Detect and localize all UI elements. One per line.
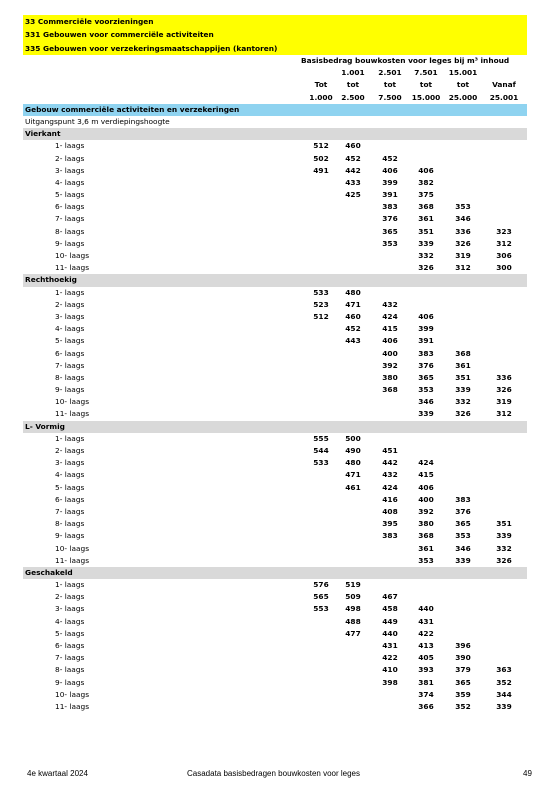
table-cell: 326 bbox=[455, 238, 471, 248]
table-cell: 533 bbox=[313, 458, 329, 468]
table-cell: 424 bbox=[382, 482, 398, 492]
row-label: 6- laags bbox=[55, 641, 85, 650]
row-label: 7- laags bbox=[55, 214, 85, 224]
row-label: 4- laags bbox=[55, 616, 85, 626]
row-label: 10- laags bbox=[55, 397, 90, 407]
table-cell: 376 bbox=[418, 360, 434, 370]
table-row bbox=[23, 689, 527, 701]
column-header-cell: 1.000 bbox=[309, 92, 333, 102]
table-cell: 332 bbox=[418, 251, 434, 260]
table-cell: 442 bbox=[345, 165, 361, 175]
row-label: 11- laags bbox=[55, 409, 90, 419]
table-row bbox=[23, 238, 527, 250]
table-cell: 460 bbox=[345, 141, 361, 151]
table-cell: 398 bbox=[382, 677, 398, 687]
table-row bbox=[23, 433, 527, 445]
row-label: 2- laags bbox=[55, 592, 85, 602]
column-header-cell: tot bbox=[419, 80, 433, 90]
table-row bbox=[23, 701, 527, 713]
row-label: 3- laags bbox=[55, 604, 85, 614]
table-cell: 391 bbox=[418, 336, 434, 346]
row-label: 8- laags bbox=[55, 665, 85, 675]
document-page bbox=[23, 15, 527, 713]
subtitle-row bbox=[23, 116, 527, 128]
column-header-cell: 25.001 bbox=[489, 92, 519, 102]
table-cell: 425 bbox=[345, 190, 361, 200]
table-cell: 339 bbox=[496, 701, 512, 711]
table-cell: 361 bbox=[418, 214, 434, 224]
table-cell: 383 bbox=[382, 202, 398, 212]
table-cell: 406 bbox=[382, 336, 398, 346]
table-cell: 431 bbox=[418, 616, 434, 626]
chapter-title: 33 Commerciële voorzieningen bbox=[25, 17, 154, 26]
table-cell: 399 bbox=[418, 324, 434, 334]
table-cell: 432 bbox=[382, 470, 398, 480]
table-cell: 312 bbox=[496, 238, 512, 248]
row-label: 4- laags bbox=[55, 324, 85, 334]
table-cell: 502 bbox=[313, 153, 329, 163]
table-cell: 500 bbox=[345, 433, 361, 443]
table-cell: 440 bbox=[418, 604, 434, 614]
table-cell: 533 bbox=[313, 287, 329, 297]
table-cell: 415 bbox=[418, 470, 434, 480]
table-cell: 365 bbox=[455, 519, 471, 529]
row-label: 2- laags bbox=[55, 299, 85, 309]
table-cell: 400 bbox=[418, 494, 434, 504]
table-cell: 400 bbox=[382, 348, 398, 358]
group-header bbox=[23, 128, 527, 140]
row-label: 7- laags bbox=[55, 506, 85, 516]
table-cell: 406 bbox=[418, 311, 434, 321]
row-label: 2- laags bbox=[55, 153, 85, 163]
row-label: 1- laags bbox=[55, 287, 85, 297]
table-cell: 365 bbox=[455, 677, 471, 687]
column-header-row bbox=[23, 79, 527, 91]
table-cell: 415 bbox=[382, 324, 398, 334]
table-cell: 374 bbox=[418, 689, 434, 699]
subchapter-title: 331 Gebouwen voor commerciële activiteiten bbox=[25, 30, 214, 40]
table-row bbox=[23, 348, 527, 360]
table-cell: 431 bbox=[382, 641, 398, 650]
table-cell: 368 bbox=[418, 202, 434, 212]
table-cell: 366 bbox=[418, 701, 434, 711]
row-label: 9- laags bbox=[55, 531, 85, 541]
table-cell: 326 bbox=[496, 555, 512, 565]
table-cell: 406 bbox=[418, 165, 434, 175]
subtitle: Uitgangspunt 3,6 m verdiepingshoogte bbox=[25, 116, 170, 126]
table-row bbox=[23, 457, 527, 469]
row-label: 8- laags bbox=[55, 372, 85, 382]
table-row bbox=[23, 311, 527, 323]
table-row bbox=[23, 652, 527, 664]
table-cell: 480 bbox=[345, 287, 361, 297]
table-cell: 306 bbox=[496, 251, 512, 260]
table-cell: 576 bbox=[313, 580, 329, 590]
column-header-cell: 25.000 bbox=[448, 92, 478, 102]
column-header-row bbox=[23, 92, 527, 104]
table-cell: 380 bbox=[418, 519, 434, 529]
table-cell: 359 bbox=[455, 689, 471, 699]
row-label: 11- laags bbox=[55, 263, 90, 273]
row-label: 3- laags bbox=[55, 165, 85, 175]
table-row bbox=[23, 506, 527, 518]
table-cell: 363 bbox=[496, 665, 512, 675]
table-cell: 512 bbox=[313, 311, 329, 321]
table-row bbox=[23, 177, 527, 189]
table-cell: 365 bbox=[382, 226, 398, 236]
table-cell: 512 bbox=[313, 141, 329, 151]
table-cell: 491 bbox=[313, 165, 329, 175]
group-title: Rechthoekig bbox=[25, 275, 77, 285]
column-header-cell: tot bbox=[383, 80, 397, 90]
table-cell: 339 bbox=[496, 531, 512, 541]
table-cell: 312 bbox=[455, 263, 471, 273]
table-row bbox=[23, 140, 527, 152]
row-label: 3- laags bbox=[55, 311, 85, 321]
row-label: 11- laags bbox=[55, 555, 90, 565]
table-cell: 383 bbox=[455, 494, 471, 504]
group-title: L- Vormig bbox=[25, 421, 65, 431]
table-row bbox=[23, 616, 527, 628]
table-row bbox=[23, 201, 527, 213]
table-cell: 339 bbox=[418, 409, 434, 419]
table-row bbox=[23, 555, 527, 567]
table-row bbox=[23, 482, 527, 494]
cost-table bbox=[23, 128, 527, 713]
row-label: 8- laags bbox=[55, 519, 85, 529]
table-cell: 319 bbox=[496, 397, 512, 407]
row-label: 9- laags bbox=[55, 677, 85, 687]
section-header bbox=[23, 104, 527, 116]
table-row bbox=[23, 153, 527, 165]
table-cell: 351 bbox=[418, 226, 434, 236]
table-cell: 452 bbox=[382, 153, 398, 163]
table-row bbox=[23, 591, 527, 603]
table-cell: 312 bbox=[496, 409, 512, 419]
table-cell: 380 bbox=[382, 372, 398, 382]
table-row bbox=[23, 384, 527, 396]
table-cell: 406 bbox=[418, 482, 434, 492]
table-row bbox=[23, 408, 527, 420]
table-cell: 480 bbox=[345, 458, 361, 468]
table-row bbox=[23, 677, 527, 689]
table-cell: 392 bbox=[382, 360, 398, 370]
row-label: 7- laags bbox=[55, 653, 85, 663]
table-cell: 368 bbox=[455, 348, 471, 358]
table-cell: 408 bbox=[382, 506, 398, 516]
table-cell: 449 bbox=[382, 616, 398, 626]
row-label: 9- laags bbox=[55, 238, 85, 248]
table-cell: 339 bbox=[455, 555, 471, 565]
table-cell: 332 bbox=[496, 543, 512, 553]
table-cell: 433 bbox=[345, 177, 361, 187]
table-cell: 376 bbox=[455, 506, 471, 516]
table-cell: 399 bbox=[382, 177, 398, 187]
table-row bbox=[23, 530, 527, 542]
table-cell: 460 bbox=[345, 311, 361, 321]
table-cell: 519 bbox=[345, 580, 361, 590]
table-cell: 432 bbox=[382, 299, 398, 309]
table-row bbox=[23, 518, 527, 530]
table-row bbox=[23, 469, 527, 481]
table-row bbox=[23, 250, 527, 262]
footer-title: Casadata basisbedragen bouwkosten voor leges bbox=[187, 769, 361, 778]
table-cell: 488 bbox=[345, 616, 361, 626]
table-cell: 346 bbox=[455, 543, 471, 553]
table-row bbox=[23, 664, 527, 676]
table-cell: 346 bbox=[418, 397, 434, 407]
table-cell: 382 bbox=[418, 177, 434, 187]
chapter-title-block bbox=[23, 15, 527, 55]
table-cell: 376 bbox=[382, 214, 398, 224]
column-header-cell: 2.501 bbox=[378, 68, 402, 78]
row-label: 3- laags bbox=[55, 458, 85, 468]
row-label: 6- laags bbox=[55, 348, 85, 358]
table-cell: 319 bbox=[455, 251, 471, 260]
table-cell: 395 bbox=[382, 519, 398, 529]
column-headers bbox=[23, 67, 527, 104]
table-cell: 410 bbox=[382, 665, 398, 675]
row-label: 5- laags bbox=[55, 190, 85, 200]
table-row bbox=[23, 579, 527, 591]
table-cell: 424 bbox=[382, 311, 398, 321]
table-cell: 422 bbox=[418, 628, 434, 638]
column-header-cell: 15.001 bbox=[448, 68, 478, 78]
table-title-row bbox=[23, 55, 527, 67]
group-header bbox=[23, 567, 527, 579]
table-row bbox=[23, 165, 527, 177]
table-cell: 353 bbox=[418, 385, 434, 395]
table-row bbox=[23, 299, 527, 311]
table-row bbox=[23, 335, 527, 347]
table-cell: 392 bbox=[418, 506, 434, 516]
table-cell: 353 bbox=[382, 238, 398, 248]
row-label: 11- laags bbox=[55, 701, 90, 711]
row-label: 5- laags bbox=[55, 336, 85, 346]
table-cell: 336 bbox=[496, 372, 512, 382]
table-cell: 467 bbox=[382, 592, 398, 602]
table-cell: 379 bbox=[455, 665, 471, 675]
row-label: 10- laags bbox=[55, 689, 90, 699]
table-cell: 396 bbox=[455, 641, 471, 650]
table-cell: 440 bbox=[382, 628, 398, 638]
table-cell: 300 bbox=[496, 263, 512, 273]
table-cell: 391 bbox=[382, 190, 398, 200]
table-cell: 332 bbox=[455, 397, 471, 407]
column-header-cell: 1.001 bbox=[341, 68, 365, 78]
row-label: 1- laags bbox=[55, 580, 85, 590]
table-row bbox=[23, 494, 527, 506]
row-label: 5- laags bbox=[55, 628, 85, 638]
row-label: 1- laags bbox=[55, 141, 85, 151]
table-row bbox=[23, 360, 527, 372]
column-header-cell: 7.500 bbox=[378, 92, 402, 102]
column-header-cell: 2.500 bbox=[341, 92, 365, 102]
row-label: 10- laags bbox=[55, 251, 90, 260]
table-cell: 339 bbox=[455, 385, 471, 395]
table-cell: 406 bbox=[382, 165, 398, 175]
column-header-cell: 7.501 bbox=[414, 68, 438, 78]
table-cell: 323 bbox=[496, 226, 512, 236]
table-cell: 353 bbox=[455, 202, 471, 212]
footer-page-number: 49 bbox=[523, 769, 532, 778]
row-label: 4- laags bbox=[55, 470, 85, 480]
table-row bbox=[23, 445, 527, 457]
table-row bbox=[23, 603, 527, 615]
table-row bbox=[23, 226, 527, 238]
row-label: 1- laags bbox=[55, 433, 85, 443]
row-label: 8- laags bbox=[55, 226, 85, 236]
table-cell: 451 bbox=[382, 446, 398, 455]
table-cell: 326 bbox=[496, 385, 512, 395]
table-cell: 461 bbox=[345, 482, 361, 492]
table-row bbox=[23, 372, 527, 384]
table-cell: 368 bbox=[382, 385, 398, 395]
table-cell: 353 bbox=[418, 555, 434, 565]
table-cell: 490 bbox=[345, 446, 361, 455]
table-cell: 368 bbox=[418, 531, 434, 541]
row-label: 2- laags bbox=[55, 446, 85, 455]
table-row bbox=[23, 543, 527, 555]
table-cell: 393 bbox=[418, 665, 434, 675]
group-header bbox=[23, 274, 527, 286]
table-row bbox=[23, 640, 527, 652]
table-cell: 452 bbox=[345, 153, 361, 163]
table-row bbox=[23, 213, 527, 225]
table-row bbox=[23, 396, 527, 408]
table-cell: 452 bbox=[345, 324, 361, 334]
group-title: Geschakeld bbox=[25, 567, 73, 577]
table-cell: 339 bbox=[418, 238, 434, 248]
table-cell: 405 bbox=[418, 653, 434, 663]
table-cell: 381 bbox=[418, 677, 434, 687]
table-cell: 383 bbox=[418, 348, 434, 358]
table-cell: 443 bbox=[345, 336, 361, 346]
table-cell: 346 bbox=[455, 214, 471, 224]
table-cell: 390 bbox=[455, 653, 471, 663]
row-label: 6- laags bbox=[55, 494, 85, 504]
group-header bbox=[23, 421, 527, 433]
group-title: Vierkant bbox=[25, 129, 61, 139]
table-cell: 422 bbox=[382, 653, 398, 663]
table-cell: 361 bbox=[418, 543, 434, 553]
table-cell: 344 bbox=[496, 689, 512, 699]
row-label: 4- laags bbox=[55, 177, 85, 187]
table-cell: 553 bbox=[313, 604, 329, 614]
table-cell: 353 bbox=[455, 531, 471, 541]
column-header-cell: 15.000 bbox=[411, 92, 441, 102]
table-cell: 442 bbox=[382, 458, 398, 468]
table-cell: 383 bbox=[382, 531, 398, 541]
table-cell: 523 bbox=[313, 299, 329, 309]
category-title: 335 Gebouwen voor verzekeringsmaatschappijen (kantoren) bbox=[25, 43, 278, 53]
table-cell: 509 bbox=[345, 592, 361, 602]
table-cell: 544 bbox=[313, 446, 329, 455]
column-header-row bbox=[23, 67, 527, 79]
table-row bbox=[23, 262, 527, 274]
column-header-cell: Tot bbox=[314, 80, 328, 90]
column-header-cell: tot bbox=[346, 80, 360, 90]
column-header-cell: Vanaf bbox=[492, 80, 516, 90]
table-cell: 351 bbox=[455, 372, 471, 382]
table-cell: 326 bbox=[418, 263, 434, 273]
table-cell: 458 bbox=[382, 604, 398, 614]
row-label: 5- laags bbox=[55, 482, 85, 492]
row-label: 9- laags bbox=[55, 385, 85, 395]
table-cell: 352 bbox=[455, 701, 471, 711]
table-row bbox=[23, 323, 527, 335]
row-label: 7- laags bbox=[55, 360, 85, 370]
table-row bbox=[23, 628, 527, 640]
table-cell: 471 bbox=[345, 470, 361, 480]
table-cell: 555 bbox=[313, 433, 329, 443]
table-cell: 336 bbox=[455, 226, 471, 236]
table-cell: 361 bbox=[455, 360, 471, 370]
footer-quarter: 4e kwartaal 2024 bbox=[27, 769, 88, 778]
table-row bbox=[23, 287, 527, 299]
table-cell: 352 bbox=[496, 677, 512, 687]
table-cell: 375 bbox=[418, 190, 434, 200]
table-cell: 326 bbox=[455, 409, 471, 419]
table-cell: 416 bbox=[382, 494, 398, 504]
row-label: 6- laags bbox=[55, 202, 85, 212]
column-header-cell: tot bbox=[456, 80, 470, 90]
table-cell: 424 bbox=[418, 458, 434, 468]
table-cell: 365 bbox=[418, 372, 434, 382]
table-title: Basisbedrag bouwkosten voor leges bij m³ inhoud bbox=[301, 56, 510, 65]
table-cell: 413 bbox=[418, 641, 434, 650]
section-title: Gebouw commerciële activiteiten en verzekeringen bbox=[25, 104, 240, 114]
table-cell: 471 bbox=[345, 299, 361, 309]
table-cell: 351 bbox=[496, 519, 512, 529]
row-label: 10- laags bbox=[55, 543, 90, 553]
table-row bbox=[23, 189, 527, 201]
table-cell: 565 bbox=[313, 592, 329, 602]
table-cell: 498 bbox=[345, 604, 361, 614]
table-cell: 477 bbox=[345, 628, 361, 638]
